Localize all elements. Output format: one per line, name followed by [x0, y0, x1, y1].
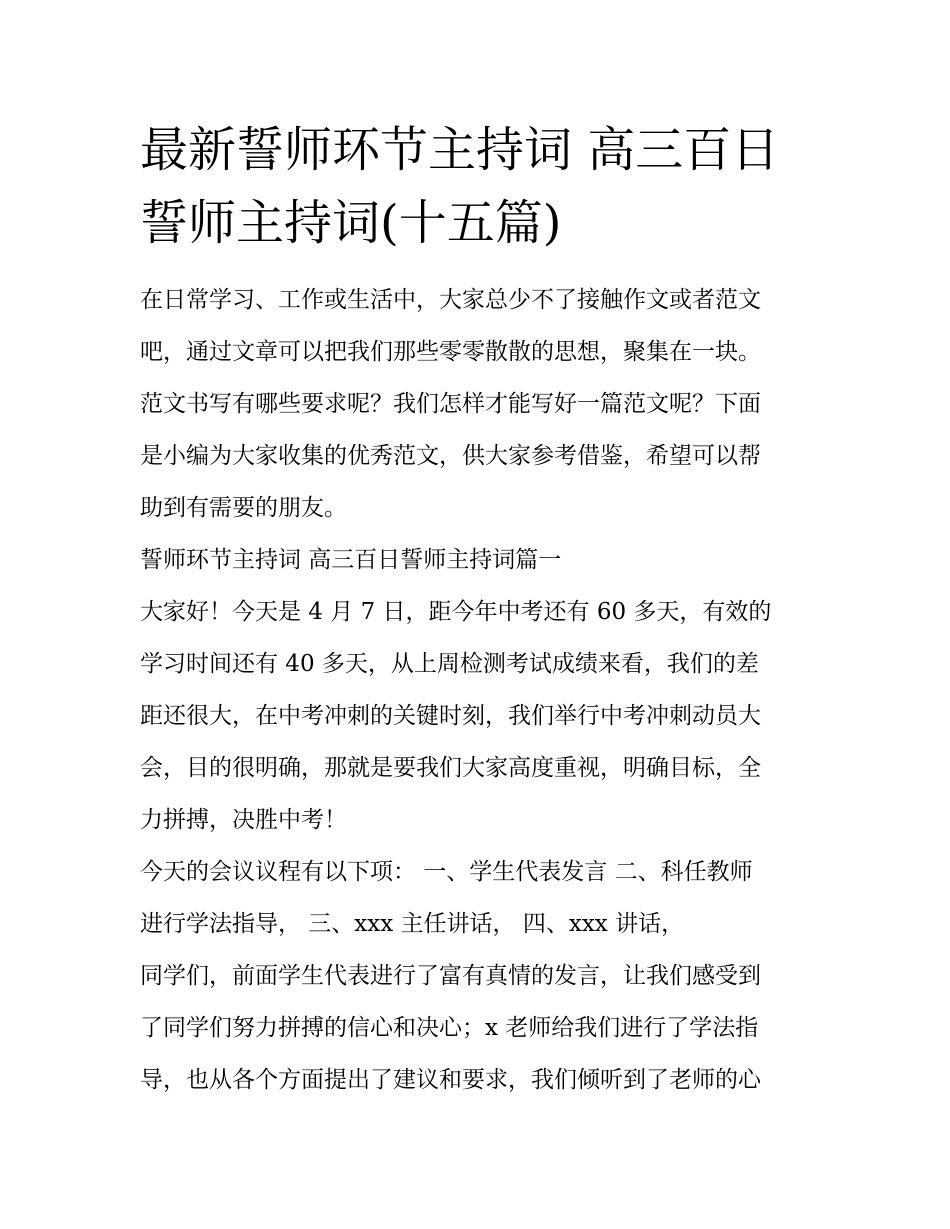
page-title — [140, 114, 820, 260]
intro-paragraph — [140, 274, 820, 1106]
paragraph-line: 大家好！今天是 4 月 7 日，距今年中考还有 60 多天，有效的 — [140, 599, 772, 625]
title-line-1: 最新誓师环节主持词 高三百日 — [140, 122, 780, 178]
paragraph-line: 学习时间还有 40 多天，从上周检测考试成绩来看，我们的差 — [140, 651, 759, 677]
intro-line: 是小编为大家收集的优秀范文，供大家参考借鉴，希望可以帮 — [140, 443, 761, 469]
title-line-2: 誓师主持词(十五篇) — [140, 195, 562, 251]
paragraph-line: 同学们，前面学生代表进行了富有真情的发言，让我们感受到 — [140, 963, 761, 989]
agenda-line: 进行学法指导， 三、xxx 主任讲话， 四、xxx 讲话， — [140, 911, 685, 937]
paragraph-line: 导，也从各个方面提出了建议和要求，我们倾听到了老师的心 — [140, 1067, 761, 1093]
paragraph-line: 了同学们努力拼搏的信心和决心；x 老师给我们进行了学法指 — [140, 1015, 759, 1041]
paragraph-line: 距还很大，在中考冲刺的关键时刻，我们举行中考冲刺动员大 — [140, 703, 761, 729]
agenda-line: 今天的会议议程有以下项： 一、学生代表发言 二、科任教师 — [140, 859, 753, 885]
paragraph-line: 力拼搏，决胜中考！ — [140, 807, 347, 833]
paragraph-line: 会，目的很明确，那就是要我们大家高度重视，明确目标，全 — [140, 755, 761, 781]
section-heading: 誓师环节主持词 高三百日誓师主持词篇一 — [140, 547, 562, 573]
intro-line: 范文书写有哪些要求呢？我们怎样才能写好一篇范文呢？下面 — [140, 391, 761, 417]
intro-line: 在日常学习、工作或生活中，大家总少不了接触作文或者范文 — [140, 287, 761, 313]
intro-line: 吧，通过文章可以把我们那些零零散散的思想，聚集在一块。 — [140, 339, 761, 365]
intro-line: 助到有需要的朋友。 — [140, 495, 347, 521]
